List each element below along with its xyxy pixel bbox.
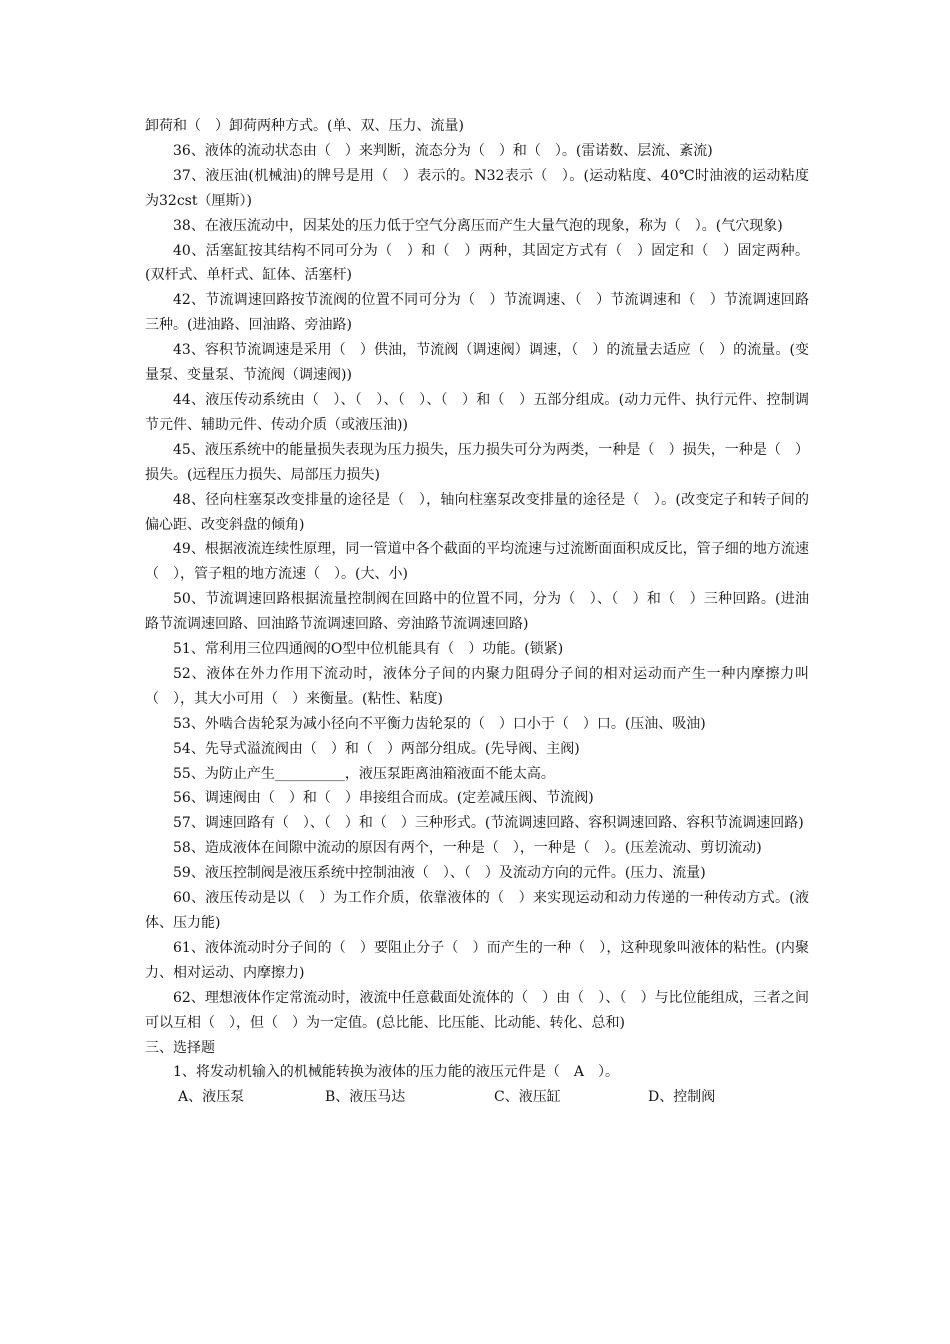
question-51: 51、常利用三位四通阀的O型中位机能具有（ ）功能。(锁紧)	[173, 641, 564, 658]
question-36: 36、液体的流动状态由（ ）来判断，流态分为（ ）和（ ）。(雷诺数、层流、紊流)	[173, 142, 713, 159]
question-43: 43、容积节流调速是采用（ ）供油，节流阀（调速阀）调速，（ ）的流量去适应（ ）的流量。(变量泵、变量泵、节流阀（调速阀))	[145, 342, 809, 384]
question-45: 45、液压系统中的能量损失表现为压力损失，压力损失可分为两类，一种是（ ）损失，一种是（ ）损失。(远程压力损失、局部压力损失)	[145, 441, 809, 483]
question-42: 42、节流调速回路按节流阀的位置不同可分为（ ）节流调速、（ ）节流调速和（ ）节流调速回路三种。(进油路、回油路、旁油路)	[145, 292, 809, 334]
question-59: 59、液压控制阀是液压系统中控制油液（ ）、（ ）及流动方向的元件。(压力、流量)	[173, 865, 706, 882]
question-52: 52、液体在外力作用下流动时，液体分子间的内聚力阻碍分子间的相对运动而产生一种内摩擦力叫（ ），其大小可用（ ）来衡量。(粘性、粘度)	[145, 665, 809, 707]
question-49: 49、根据液流连续性原理，同一管道中各个截面的平均流速与过流断面面积成反比，管子细的地方流速（ ），管子粗的地方流速（ ）。(大、小)	[145, 541, 809, 583]
question-56: 56、调速阀由（ ）和（ ）串接组合而成。(定差减压阀、节流阀)	[173, 790, 594, 807]
question-57: 57、调速回路有（ ）、（ ）和（ ）三种形式。(节流调速回路、容积调速回路、容积节流调速回路)	[173, 815, 804, 832]
question-62: 62、理想液体作定常流动时，液流中任意截面处流体的（ ）由（ ）、（ ）与比位能组成，三者之间可以互相（ ），但（ ）为一定值。(总比能、比压能、比动能、转化、总和)	[145, 989, 809, 1031]
question-58: 58、造成液体在间隙中流动的原因有两个，一种是（ ），一种是（ ）。(压差流动、剪切流动)	[173, 840, 762, 857]
question-61: 61、液体流动时分子间的（ ）要阻止分子（ ）而产生的一种（ ），这种现象叫液体的粘性。(内聚力、相对运动、内摩擦力)	[145, 939, 809, 981]
option-a: A、液压泵	[178, 1089, 245, 1106]
option-d: D、控制阀	[648, 1089, 716, 1106]
choice-options	[145, 1085, 809, 1110]
question-54: 54、先导式溢流阀由（ ）和（ ）两部分组成。(先导阀、主阀)	[173, 740, 580, 757]
question-53: 53、外啮合齿轮泵为减小径向不平衡力齿轮泵的（ ）口小于（ ）口。(压油、吸油)	[173, 715, 706, 732]
paragraph-continuation: 卸荷和（ ）卸荷两种方式。(单、双、压力、流量)	[145, 118, 464, 134]
question-55: 55、为防止产生__________，液压泵距离油箱液面不能太高。	[173, 765, 555, 782]
question-38: 38、在液压流动中，因某处的压力低于空气分离压而产生大量气泡的现象，称为（ ）。(气穴现象)	[173, 217, 783, 234]
section-title: 三、选择题	[145, 1039, 215, 1056]
question-48: 48、径向柱塞泵改变排量的途径是（ ），轴向柱塞泵改变排量的途径是（ ）。(改变定子和转子间的偏心距、改变斜盘的倾角)	[145, 491, 809, 533]
question-44: 44、液压传动系统由（ ）、（ ）、（ ）、（ ）和（ ）五部分组成。(动力元件、执行元件、控制调节元件、辅助元件、传动介质（或液压油))	[145, 391, 809, 433]
choice-question-1: 1、将发动机输入的机械能转换为液体的压力能的液压元件是（ A ）。	[173, 1064, 620, 1081]
question-37: 37、液压油(机械油)的牌号是用（ ）表示的。N32表示（ ）。(运动粘度、40℃时油液的运动粘度为32cst（厘斯）)	[145, 167, 809, 209]
question-60: 60、液压传动是以（ ）为工作介质，依靠液体的（ ）来实现运动和动力传递的一种传动方式。(液体、压力能)	[145, 890, 809, 931]
document-page	[145, 114, 809, 1110]
question-40: 40、活塞缸按其结构不同可分为（ ）和（ ）两种，其固定方式有（ ）固定和（ ）固定两种。(双杆式、单杆式、缸体、活塞杆)	[145, 242, 809, 284]
option-c: C、液压缸	[494, 1089, 561, 1106]
question-50: 50、节流调速回路根据流量控制阀在回路中的位置不同，分为（ ）、（ ）和（ ）三种回路。(进油路节流调速回路、回油路节流调速回路、旁油路节流调速回路)	[145, 591, 809, 633]
option-b: B、液压马达	[325, 1089, 406, 1106]
